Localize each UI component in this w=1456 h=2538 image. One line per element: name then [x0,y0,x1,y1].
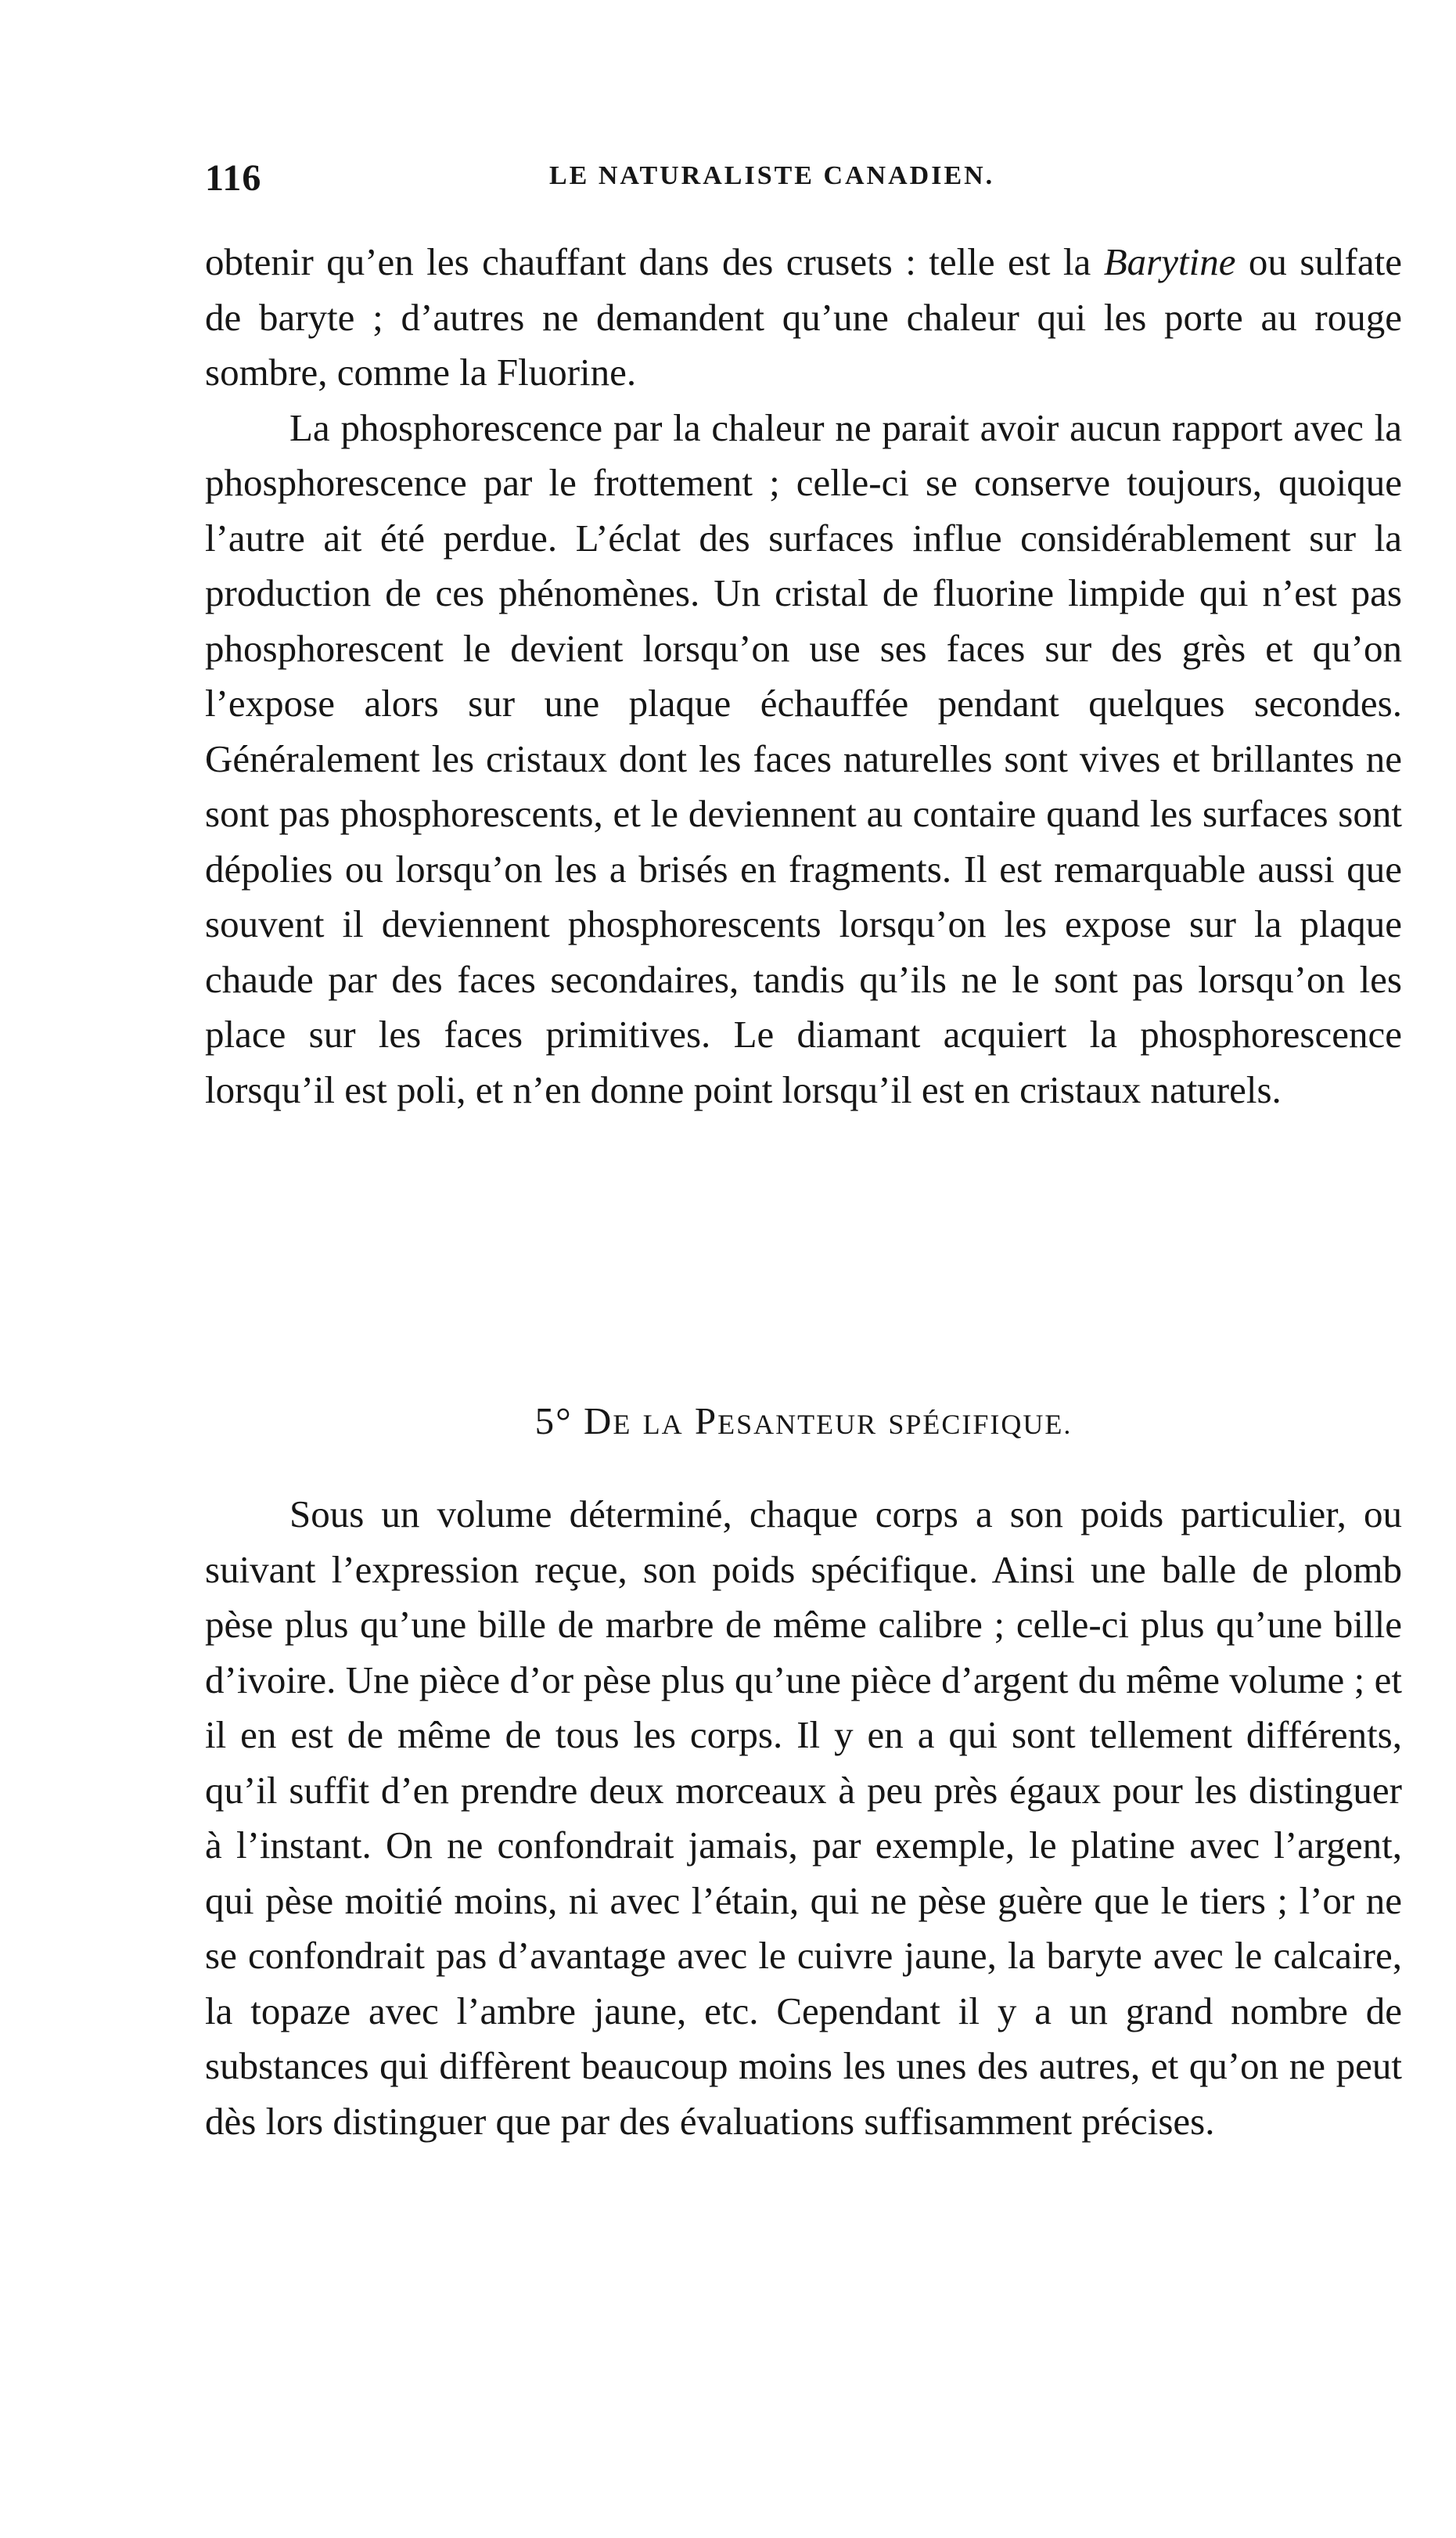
section-heading [205,1398,1402,1448]
page-number: 116 [205,157,262,199]
section-number: 5° [534,1399,573,1442]
paragraph-1-italic-term: Barytine [1103,240,1236,283]
journal-title: LE NATURALISTE CANADIEN. [549,161,995,190]
paragraph-continuation [205,235,1402,401]
paragraph-specific-gravity: Sous un volume déterminé, chaque corps a son poids particulier, ou suivant l’expression reçue, son poids spécifique. Ainsi une balle de plomb pèse plus qu’une bille de marbre de même calibre ; celle-ci plus qu’une bille d’ivoire. Une pièce d’or pèse plus qu’une pièce d’argent du même volume ; et il en est de même de tous les corps. Il y en a qui sont tellement différents, qu’il suffit d’en prendre deux morceaux à peu près égaux pour les distinguer à l’instant. On ne confondrait jamais, par exemple, le platine avec l’argent, qui pèse moitié moins, ni avec l’étain, qui ne pèse guère que le tiers ; l’or ne se confondrait pas d’avantage avec le cuivre jaune, la baryte avec le calcaire, la topaze avec l’ambre jaune, etc. Cependant il y a un grand nombre de substances qui diffèrent beaucoup moins les unes des autres, et qu’on ne peut dès lors distinguer que par des évaluations suffisamment précises. [205,1492,1402,2143]
text-block-upper [205,235,1402,1118]
paragraph-phosphorescence: La phosphorescence par la chaleur ne parait avoir aucun rapport avec la phosphorescence par le frottement ; celle-ci se conserve toujours, quoique l’autre ait été perdue. L’éclat des surfaces influe considérablement sur la production de ces phénomènes. Un cristal de fluorine limpide qui n’est pas phosphorescent le devient lorsqu’on use ses faces sur des grès et qu’on l’expose alors sur une plaque échauffée pendant quelques secondes. Généralement les cristaux dont les faces naturelles sont vives et brillantes ne sont pas phosphorescents, et le deviennent au contaire quand les surfaces sont dépolies ou lorsqu’on les a brisés en fragments. Il est remarquable aussi que souvent il deviennent phosphorescents lorsqu’on les expose sur la plaque chaude par des faces secondaires, tandis qu’ils ne le sont pas lorsqu’on les place sur les faces primitives. Le diamant acquiert la phosphorescence lorsqu’il est poli, et n’en donne point lorsqu’il est en cristaux naturels. [205,405,1402,1111]
text-block-lower [205,1487,1402,2149]
section-title: DE LA PESANTEUR SPÉCIFIQUE. [583,1399,1073,1442]
paragraph-1-end: ou sulfate de baryte ; d’autres ne demandent qu’une chaleur qui les porte au rouge sombre, comme la Fluorine. [205,240,1402,394]
running-head [205,157,1402,203]
paragraph-1-start: obtenir qu’en les chauffant dans des crusets : telle est la [205,240,1104,283]
